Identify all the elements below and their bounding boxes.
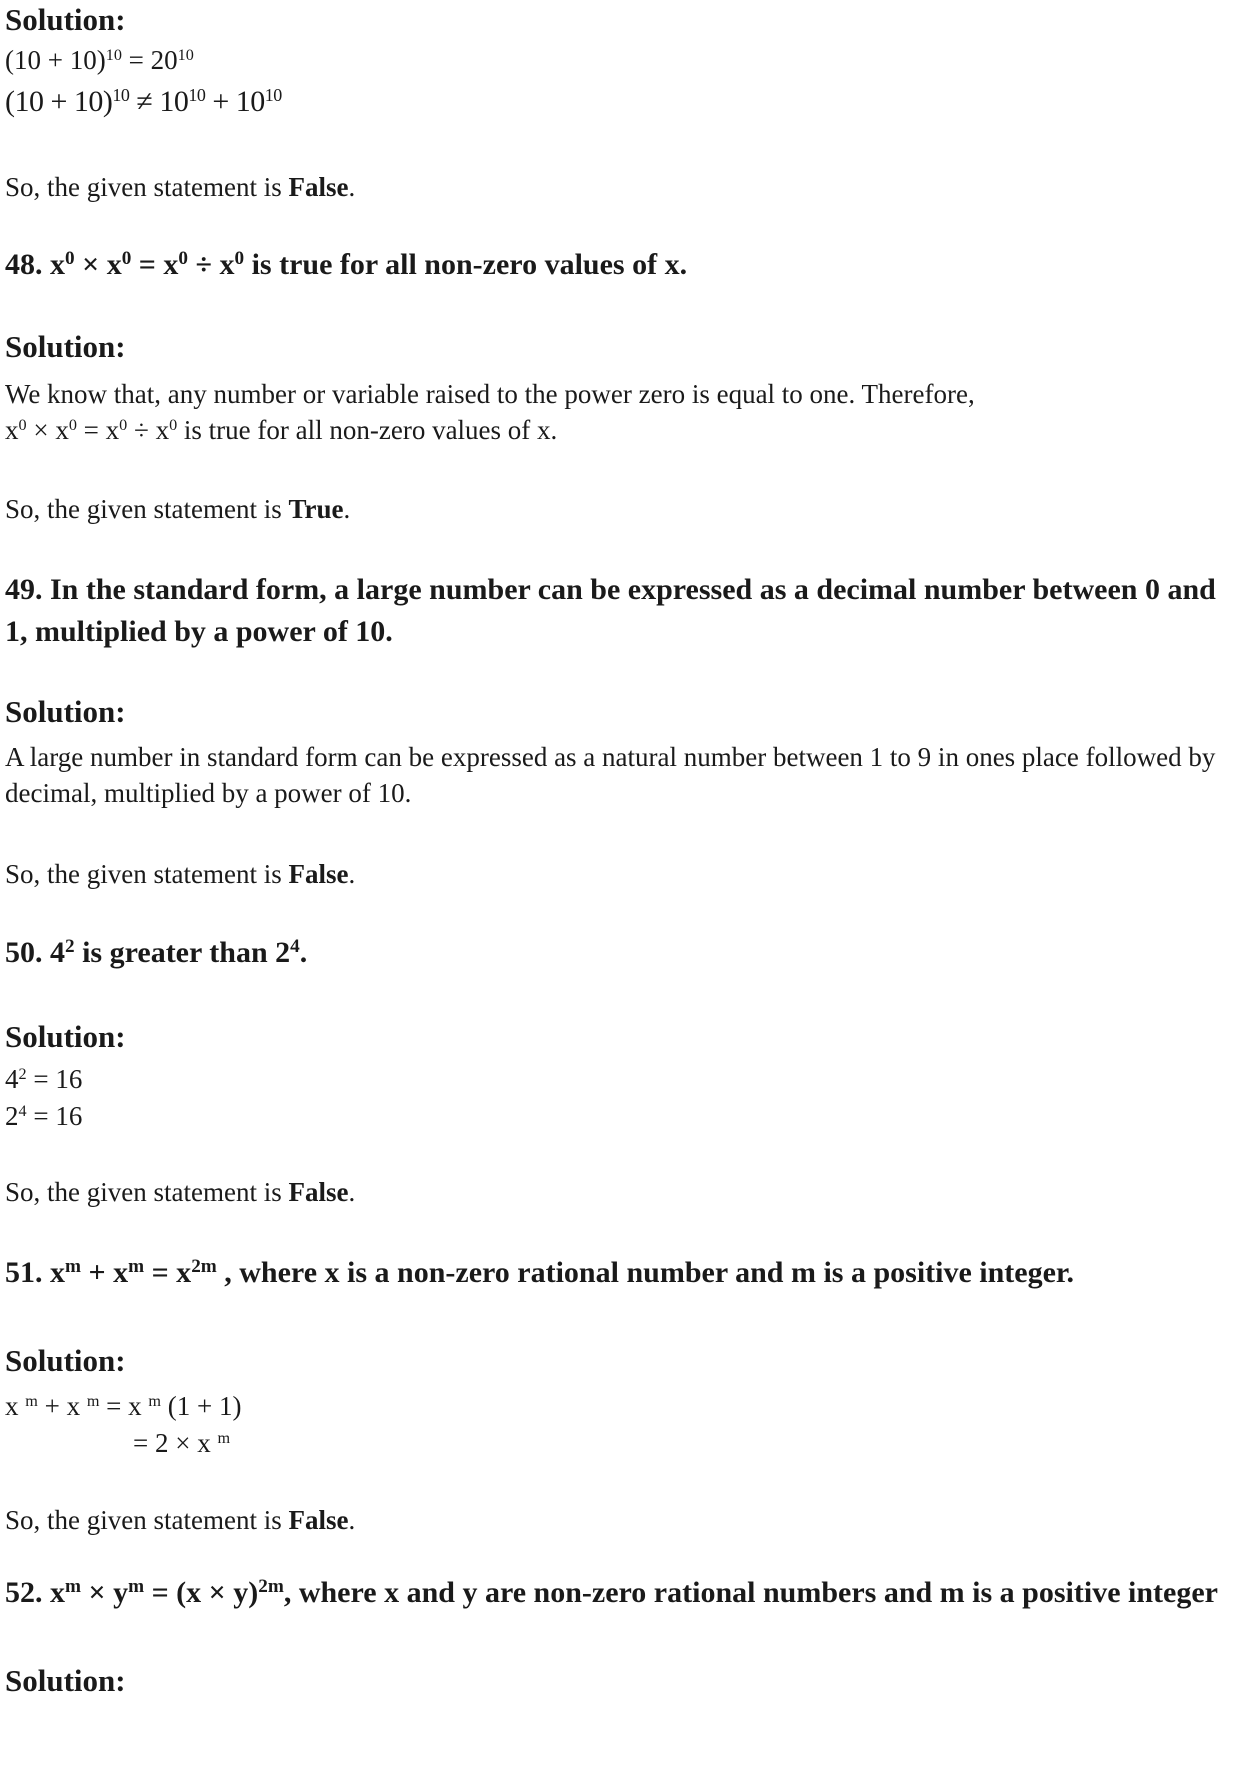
answer-prefix: So, the given statement is [5, 172, 289, 202]
solution-heading-48: Solution: [5, 329, 126, 364]
answer-line-51 [5, 1502, 1238, 1538]
answer-verdict: True [288, 494, 344, 524]
solution-heading-51: Solution: [5, 1343, 126, 1378]
answer-suffix: . [343, 494, 351, 524]
answer-verdict: False [288, 172, 349, 202]
question-title-49: 49. In the standard form, a large number can be expressed as a decimal number between 0 and 1, multiplied by a power of 10. [5, 573, 1216, 648]
question-title-52: 52. $x^m \times y^m = (x \times y)^{2m}$, where x and y are non-zero rational numbers and m is a positive integer [5, 1576, 1218, 1609]
answer-verdict: False [288, 1505, 349, 1535]
solution-heading-52: Solution: [5, 1663, 126, 1698]
answer-line-49 [5, 856, 1238, 892]
equation-50-1: $4^2 = 16$ [5, 1064, 83, 1094]
answer-prefix: So, the given statement is [5, 1505, 289, 1535]
answer-prefix: So, the given statement is [5, 859, 289, 889]
answer-suffix: . [348, 859, 356, 889]
answer-prefix: So, the given statement is [5, 1177, 289, 1207]
equation-51-2: = 2 × x $^m$ [133, 1428, 231, 1458]
question-title-51: 51. $x^m + x^m = x^{2m}$ , where x is a non-zero rational number and m is a positive integer. [5, 1256, 1074, 1289]
answer-verdict: False [288, 1177, 349, 1207]
solution-heading-47: Solution: [5, 2, 126, 37]
equation-50-2: $2^4 = 16$ [5, 1101, 83, 1131]
solution-paragraph-48-line2: $x^0 \times x^0 = x^0 \div x^0$ is true for all non-zero values of x. [5, 415, 558, 445]
answer-line-47 [5, 169, 1238, 205]
answer-line-50 [5, 1174, 1238, 1210]
equation-47-2: $(10 + 10)^{10} \ne 10^{10} + 10^{10}$ [5, 85, 282, 118]
solution-paragraph-48-line1: We know that, any number or variable raised to the power zero is equal to one. Therefore, [5, 379, 975, 409]
question-title-48: 48. $x^0 \times x^0 = x^0 \div x^0$ is true for all non-zero values of x. [5, 248, 688, 281]
answer-suffix: . [348, 1177, 356, 1207]
solution-paragraph-49: A large number in standard form can be expressed as a natural number between 1 to 9 in ones place followed by decimal, multiplied by a power of 10. [5, 742, 1216, 808]
answer-verdict: False [288, 859, 349, 889]
answer-prefix: So, the given statement is [5, 494, 289, 524]
equation-47-1: $(10 + 10)^{10} = 20^{10}$ [5, 45, 194, 75]
question-title-50: 50. $4^2$ is greater than $2^4$. [5, 936, 308, 969]
answer-line-48 [5, 491, 1238, 527]
answer-suffix: . [348, 172, 356, 202]
solution-heading-50: Solution: [5, 1019, 126, 1054]
answer-suffix: . [348, 1505, 356, 1535]
solution-heading-49: Solution: [5, 694, 126, 729]
equation-51-1: x $^m$ + x $^m$ = x $^m$ (1 + 1) [5, 1391, 242, 1421]
